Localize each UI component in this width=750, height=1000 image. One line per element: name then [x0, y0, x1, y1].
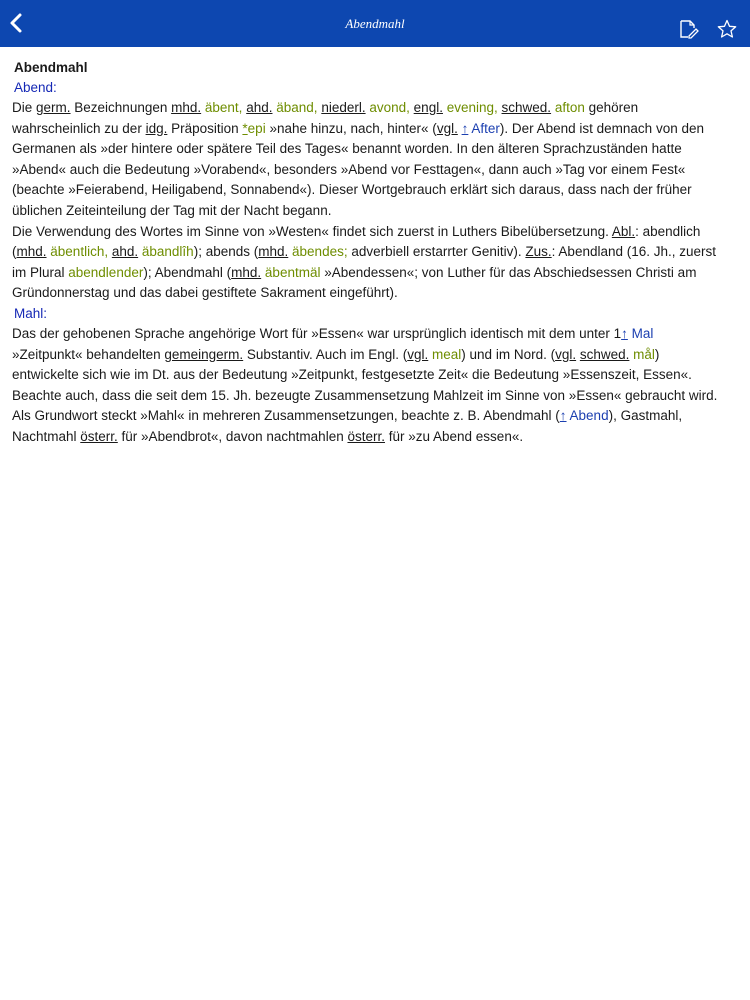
word-form: äbandlîh	[141, 244, 194, 260]
entry-content	[12, 58, 740, 448]
abend-line-10: Gründonnerstag und das dabei gestiftete Sakrament eingeführt).	[12, 285, 398, 301]
word-form: äbentmäl	[264, 264, 321, 280]
mahl-line-1: Das der gehobenen Sprache angehörige Wort für »Essen« war ursprünglich identisch mit dem unter 1↑ Mal	[12, 325, 654, 341]
abend-line-2: wahrscheinlich zu der idg. Präposition *epi »nahe hinzu, nach, hinter« (vgl. ↑ After). Der Abend ist demnach von den	[12, 120, 704, 136]
abbr-oesterr: österr.	[347, 428, 385, 444]
word-form: evening,	[446, 100, 498, 115]
abbr-idg: idg.	[145, 120, 168, 136]
edit-note-icon[interactable]	[679, 19, 699, 39]
abbr-mhd: mhd.	[231, 264, 262, 280]
abbr-vgl: vgl.	[555, 346, 577, 362]
abend-line-8: (mhd. äbentlich, ahd. äbandlîh); abends (mhd. äbendes; adverbiell erstarrter Genitiv). Zus.: Abendland (16. Jh., zuerst	[12, 244, 717, 260]
xref-arrow-icon: ↑	[621, 325, 628, 341]
abbr-mhd: mhd.	[16, 244, 47, 260]
page-title: Abendmahl	[345, 16, 405, 31]
abend-line-9: im Plural abendlender); Abendmahl (mhd. äbentmäl »Abendessen«; von Luther für das Abschiedsessen Christi am	[12, 264, 697, 280]
mahl-line-5: Als Grundwort steckt »Mahl« in mehreren Zusammensetzungen, beachte z. B. Abendmahl (↑ Abend), Gastmahl,	[12, 408, 683, 424]
abend-line-7: Die Verwendung des Wortes im Sinne von »Westen« findet sich zuerst in Luthers Bibelübersetzung. Abl.: abendlich	[12, 223, 701, 239]
star-icon[interactable]	[717, 19, 737, 39]
abbr-zus: Zus.	[525, 244, 552, 260]
mahl-line-4: Beachte auch, dass die seit dem 15. Jh. bezeugte Zusammensetzung Mahlzeit im Sinne von »Essen« gebraucht wird.	[12, 387, 718, 403]
word-form: äbentlich,	[50, 244, 109, 260]
mahl-line-2: »Zeitpunkt« behandelten gemeingerm. Substantiv. Auch im Engl. (vgl. meal) und im Nord. (vgl. schwed. mål)	[12, 346, 660, 362]
word-form: abendlender	[68, 264, 144, 280]
abbr-schwed: schwed.	[579, 346, 630, 362]
abend-line-5: (beachte »Feierabend, Heiligabend, Sonnabend«). Dieser Wortgebrauch erklärt sich daraus, dass nach der früher	[12, 182, 692, 198]
word-form: afton	[554, 100, 585, 115]
abbr-abl: Abl.	[611, 223, 636, 239]
xref-link-mal[interactable]: Mal	[627, 325, 654, 341]
section-label-mahl: Mahl:	[14, 305, 48, 321]
abbr-vgl: vgl.	[407, 346, 429, 362]
word-form: äbent,	[204, 100, 243, 115]
abbr-mhd: mhd.	[171, 100, 202, 115]
abbr-ahd: ahd.	[111, 244, 139, 260]
abend-line-4: »Abend« auch die Bedeutung »Vorabend«, besonders »Abend vor Festtagen«, dann auch »Tag vor einem Fest«	[12, 161, 686, 177]
abbr-germ: germ.	[36, 100, 71, 115]
word-form: epi	[247, 120, 266, 136]
xref-arrow-icon: ↑	[559, 408, 567, 424]
word-form: äbendes;	[292, 244, 348, 260]
entry-headword: Abendmahl	[14, 60, 88, 75]
abbr-mhd: mhd.	[258, 244, 289, 260]
abbr-niederl: niederl.	[321, 100, 366, 115]
section-label-abend: Abend:	[14, 80, 57, 95]
mahl-line-3: entwickelte sich wie im Dt. aus der Bedeutung »Zeitpunkt, festgesetzte Zeit« die Bedeutung »Essenszeit, Essen«.	[12, 367, 692, 383]
abend-line-1: Die germ. Bezeichnungen mhd. äbent, ahd. äband, niederl. avond, engl. evening, schwed. afton gehören	[12, 100, 639, 115]
word-form: avond,	[369, 100, 410, 115]
xref-arrow-icon: ↑	[461, 120, 469, 136]
abend-line-3: Germanen als »der hintere oder spätere Teil des Tages« benannt worden. In den älteren Sprachzuständen hatte	[12, 141, 682, 157]
xref-link-after[interactable]: After	[468, 120, 500, 136]
abbr-ahd: ahd.	[246, 100, 273, 115]
word-form: äband,	[276, 100, 318, 115]
xref-link-abend[interactable]: Abend	[566, 408, 609, 424]
abbr-oesterr: österr.	[80, 428, 118, 444]
abbr-gemeingerm: gemeingerm.	[164, 346, 244, 362]
root-marker: *	[242, 120, 248, 136]
word-form: mål	[633, 346, 655, 362]
abbr-schwed: schwed.	[501, 100, 552, 115]
word-form: meal	[432, 346, 462, 362]
abbr-vgl: vgl.	[436, 120, 458, 136]
abbr-engl: engl.	[413, 100, 443, 115]
navigation-bar	[0, 0, 750, 47]
mahl-line-6: Nachtmahl österr. für »Abendbrot«, davon nachtmahlen österr. für »zu Abend essen«.	[12, 428, 524, 444]
abend-line-6: üblichen Zeiteinteilung der Tag mit der Nacht begann.	[12, 202, 332, 218]
